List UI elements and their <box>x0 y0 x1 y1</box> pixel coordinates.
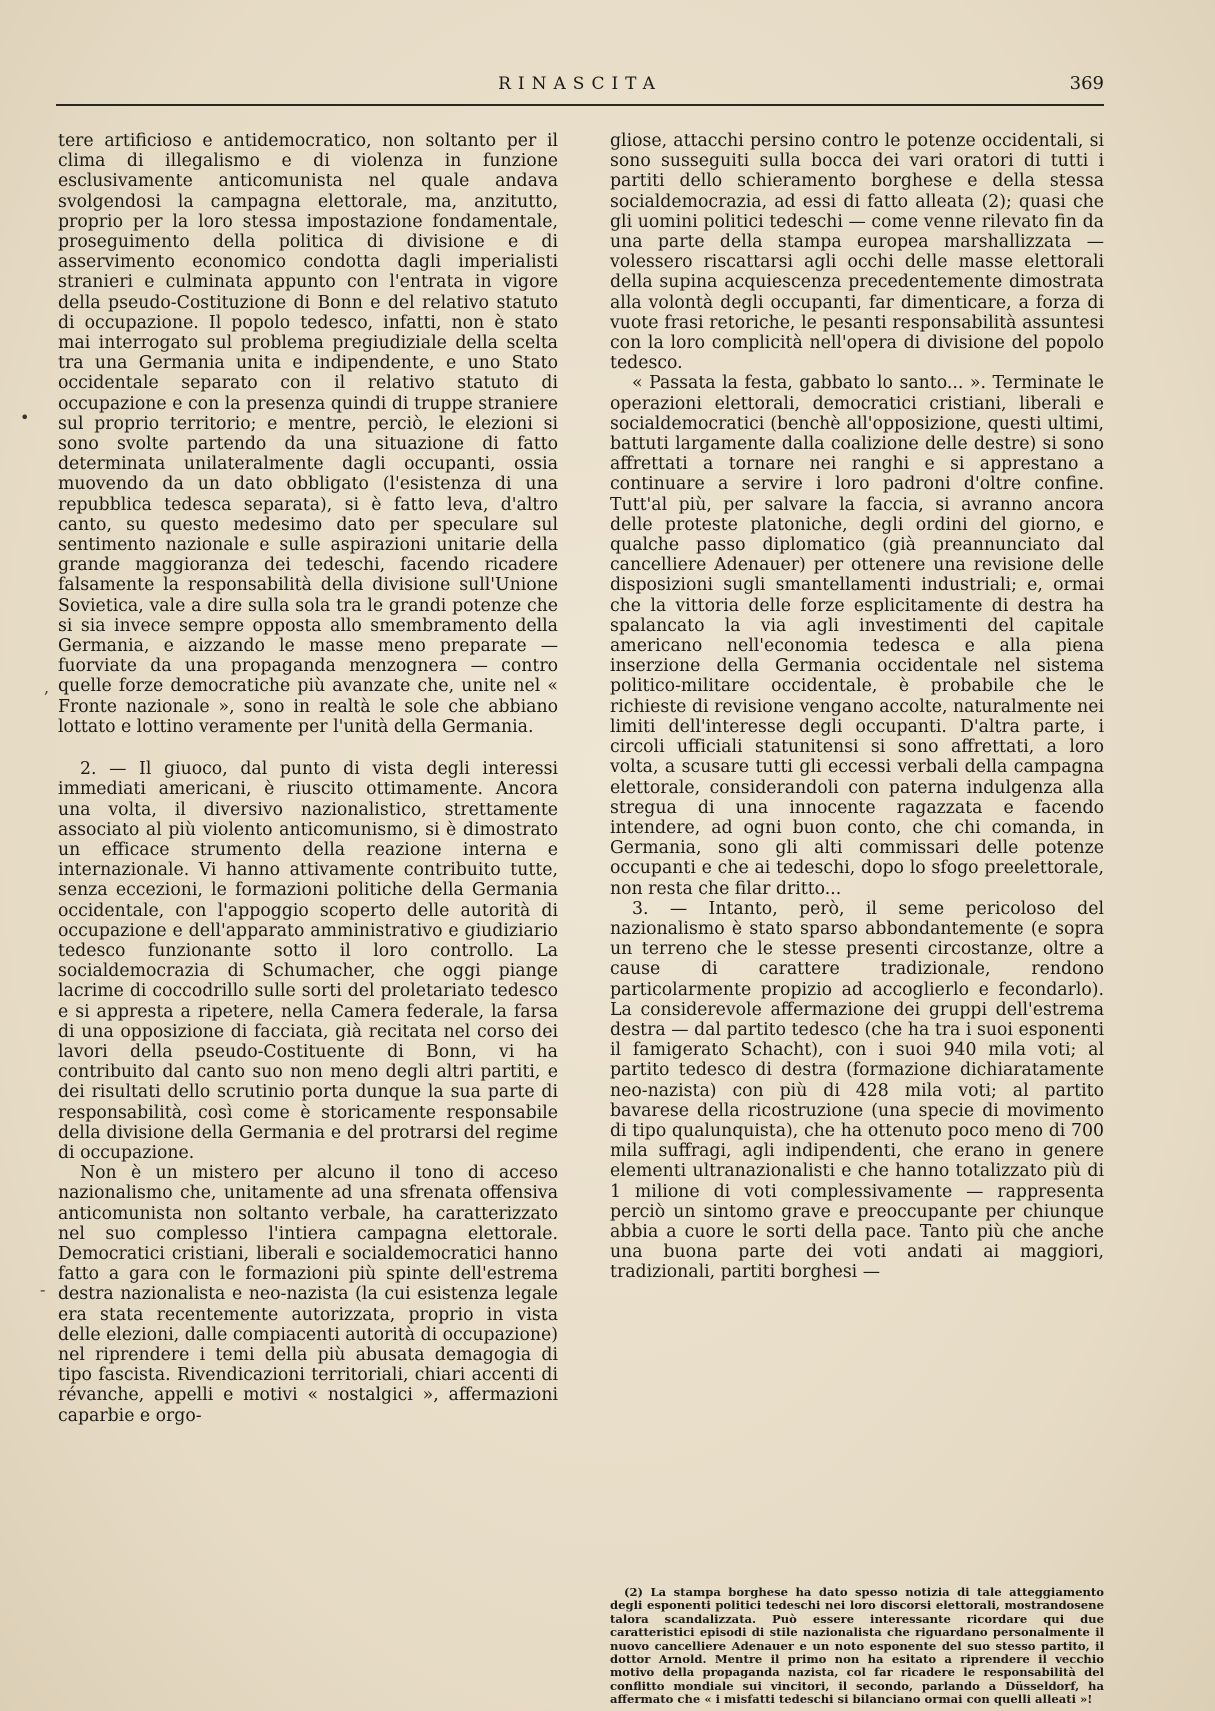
right-paragraph-2: « Passata la festa, gabbato lo santo... ». Terminate le operazioni elettorali, democratici cristiani, liberali e socialdemocratici (benchè all'opposizione, questi ultimi, battuti largamente dalla coalizione delle destre) si sono affrettati a tornare nei ranghi e si apprestano a continuare a servire i loro padroni d'oltre confine. Tutt'al più, per salvare la faccia, si avranno ancora delle proteste platoniche, degli ordini del giorno, e qualche passo diplomatico (già preannunciato dal cancelliere Adenauer) per ottenere una revisione delle disposizioni sugli smantellamenti industriali; e, ormai che la vittoria delle forze esplicitamente di destra ha spalancato la via agli investimenti del capitale americano nell'economia tedesca e alla piena inserzione della Germania occidentale nel sistema politico-militare occidentale, è probabile che le richieste di revisione vengano accolte, naturalmente nei limiti dell'interesse degli occupanti. D'altra parte, i circoli ufficiali statunitensi si sono affrettati, a loro volta, a scusare tutti gli eccessi verbali della campagna elettorale, considerandoli con paterna indulgenza alla stregua di una innocente ragazzata e facendo intendere, ad ogni buon conto, che chi comanda, in Germania, sono gli alti commissari delle potenze occupanti e che ai tedeschi, dopo lo sfogo preelettorale, non resta che filar dritto... <box>610 373 1104 899</box>
margin-tick-mark: , <box>44 678 50 697</box>
right-column <box>610 131 1104 1283</box>
page-header <box>56 74 1104 106</box>
running-head: RINASCITA <box>498 74 662 94</box>
margin-bullet-mark: • <box>20 408 30 427</box>
right-paragraph-3: 3. — Intanto, però, il seme pericoloso del nazionalismo è stato sparso abbondantemente (e sopra un terreno che le stesse presenti circostanze, oltre a cause di carattere tradizionale, rendono particolarmente propizio ad accoglierlo e fecondarlo). La considerevole affermazione dei gruppi dell'estrema destra — dal partito tedesco (che ha tra i suoi esponenti il famigerato Schacht), con i suoi 940 mila voti; al partito tedesco di destra (formazione dichiaratamente neo-nazista) con più di 428 mila voti; al partito bavarese della ricostruzione (una specie di movimento di tipo qualunquista), che ha ottenuto poco meno di 700 mila suffragi, agli indipendenti, che erano in genere elementi ultranazionalisti e che hanno totalizzato più di 1 milione di voti complessivamente — rappresenta perciò un sintomo grave e preoccupante per chiunque abbia a cuore le sorti della pace. Tanto più che anche una buona parte dei voti andati ai maggiori, tradizionali, partiti borghesi — <box>610 898 1104 1283</box>
right-paragraph-1: gliose, attacchi persino contro le potenze occidentali, si sono susseguiti sulla bocca dei vari oratori di tutti i partiti dello schieramento borghese e della stessa socialdemocrazia, ad essi di fatto alleata (2); quasi che gli uomini politici tedeschi — come venne rilevato fin da una parte della stampa europea marshallizzata — volessero riscattarsi agli occhi delle masse elettorali della supina acquiescenza precedentemente dimostrata alla volontà degli occupanti, far dimenticare, a forza di vuote frasi retoriche, le pesanti responsabilità assuntesi con la loro complicità nell'opera di divisione del popolo tedesco. <box>610 131 1104 374</box>
footnotes <box>610 1586 1104 1707</box>
left-paragraph-1: tere artificioso e antidemocratico, non soltanto per il clima di illegalismo e di violenza in funzione esclusivamente anticomunista nel quale andava svolgendosi la campagna elettorale, ma, anzitutto, proprio per la loro stessa impostazione fondamentale, proseguimento della politica di divisione e di asservimento economico condotta dagli imperialisti stranieri e culminata appunto con l'entrata in vigore della pseudo-Costituzione di Bonn e del relativo statuto di occupazione. Il popolo tedesco, infatti, non è stato mai interrogato sul problema pregiudiziale della scelta tra una Germania unita e indipendente, e uno Stato occidentale separato con il relativo statuto di occupazione e con la presenza quindi di truppe straniere sul proprio territorio; e mentre, perciò, le elezioni si sono svolte partendo da una situazione di fatto determinata unilateralmente dagli occupanti, ossia muovendo da un dato obbligato (l'esistenza di una repubblica tedesca separata), si è fatto leva, d'altro canto, su questo medesimo dato per speculare sul sentimento nazionale e sulle aspirazioni unitarie della grande maggioranza dei tedeschi, facendo ricadere falsamente la responsabilità della divisione sull'Unione Sovietica, vale a dire sulla sola tra le grandi potenze che si sia invece sempre opposta allo smembramento della Germania, e aizzando le masse meno preparate — fuorviate da una propaganda menzognera — contro quelle forze democratiche più avanzate che, unite nel « Fronte nazionale », sono in realtà le sole che abbiano lottato e lottino veramente per l'unità della Germania. <box>58 131 558 737</box>
left-paragraph-2: 2. — Il giuoco, dal punto di vista degli interessi immediati americani, è riuscito ottimamente. Ancora una volta, il diversivo nazionalistico, strettamente associato al più violento anticomunismo, si è dimostrato un efficace strumento della reazione interna e internazionale. Vi hanno attivamente contribuito tutte, senza eccezioni, le formazioni politiche della Germania occidentale, con l'appoggio scoperto delle autorità di occupazione e dell'apparato amministrativo e giudiziario tedesco funzionante sotto il loro controllo. La socialdemocrazia di Schumacher, che oggi piange lacrime di coccodrillo sulle sorti del proletariato tedesco e si appresta a ripetere, nella Camera federale, la farsa di una opposizione di facciata, già recitata nel corso dei lavori della pseudo-Costituente di Bonn, vi ha contribuito dal canto suo non meno degli altri partiti, e dei risultati dello scrutinio porta dunque la sua parte di responsabilità, così come è storicamente responsabile della divisione della Germania e del protrarsi del regime di occupazione. <box>58 759 558 1163</box>
page-number: 369 <box>1069 73 1104 94</box>
left-paragraph-3: Non è un mistero per alcuno il tono di acceso nazionalismo che, unitamente ad una sfrenata offensiva anticomunista non soltanto verbale, ha caratterizzato nel suo complesso l'intiera campagna elettorale. Democratici cristiani, liberali e socialdemocratici hanno fatto a gara con le formazioni più spinte dell'estrema destra nazionalista e neo-nazista (la cui esistenza legale era stata recentemente autorizzata, proprio in vista delle elezioni, dalle compiacenti autorità di occupazione) nel riprendere i temi della più abusata demagogia di tipo fascista. Rivendicazioni territoriali, chiari accenti di révanche, appelli e motivi « nostalgici », affermazioni caparbie e orgo- <box>58 1163 559 1426</box>
margin-dash-mark: - <box>40 1280 46 1299</box>
left-column <box>58 131 558 1426</box>
footnote-2: (2) La stampa borghese ha dato spesso notizia di tale atteggiamento degli esponenti politici tedeschi nei loro discorsi elettorali, mostrandosene talora scandalizzata. Può essere interessante ricordare qui due caratteristici episodi di stile nazionalista che riguardano personalmente il nuovo cancelliere Adenauer e un noto esponente del suo stesso partito, il dottor Arnold. Mentre il primo non ha esitato a riprendere il vecchio motivo della propaganda nazista, col far ricadere le responsabilità del conflitto mondiale sui vincitori, il secondo, parlando a Düsseldorf, ha affermato che « i misfatti tedeschi si bilanciano ormai con quelli alleati »! <box>610 1585 1104 1707</box>
